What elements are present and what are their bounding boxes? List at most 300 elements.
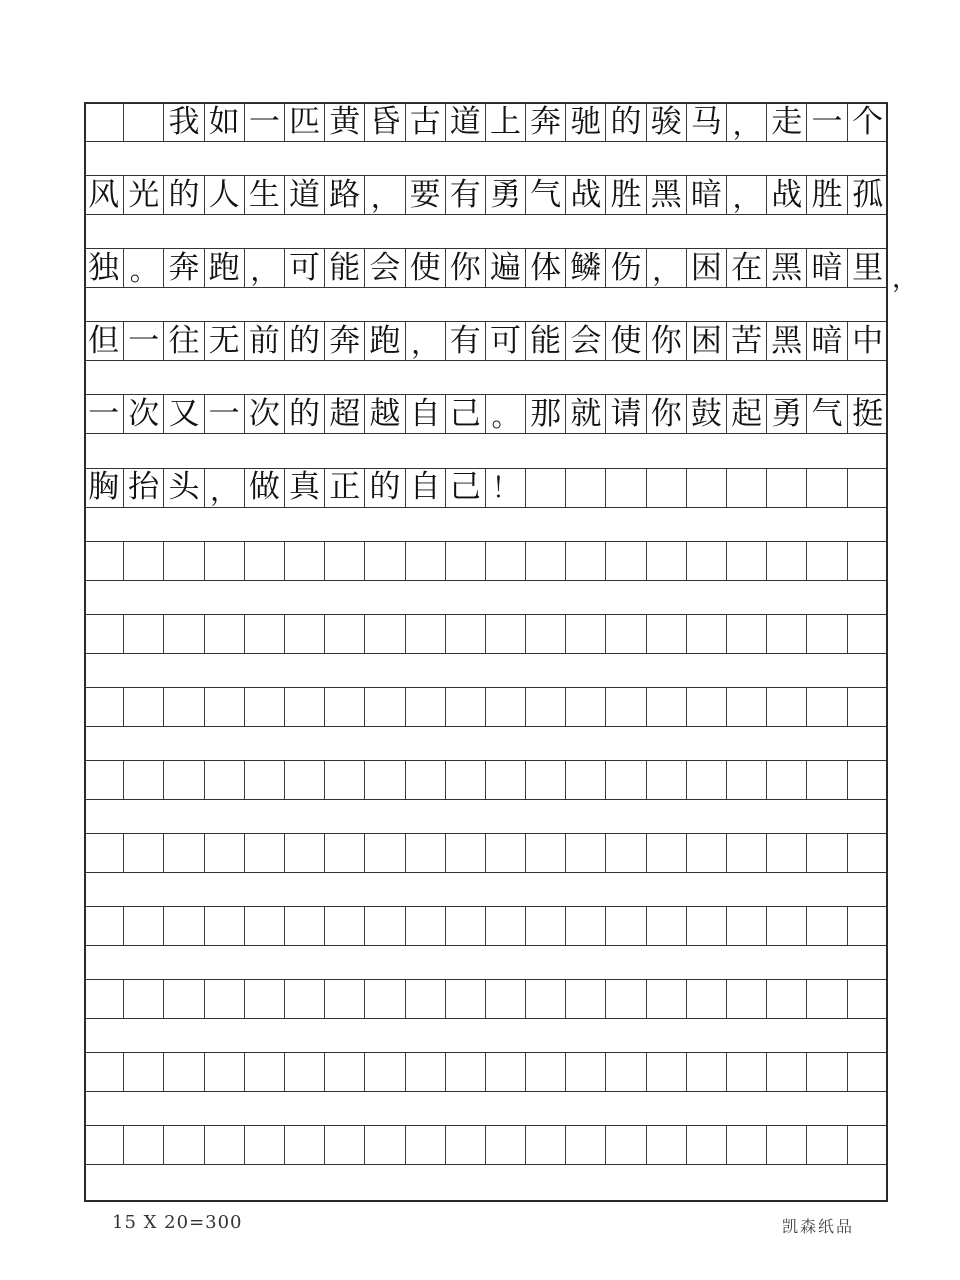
grid-cell-empty bbox=[205, 615, 245, 653]
grid-cell-char: 我 bbox=[164, 103, 204, 141]
grid-cell-empty bbox=[285, 542, 325, 580]
grid-cell-empty bbox=[767, 980, 807, 1018]
grid-cell-empty bbox=[807, 834, 847, 872]
grid-cell-empty bbox=[606, 615, 646, 653]
grid-cell-empty bbox=[566, 834, 606, 872]
grid-cell-char: 起 bbox=[727, 395, 767, 433]
grid-cell-char: 遍 bbox=[486, 249, 526, 287]
grid-cell-char: 苦 bbox=[727, 322, 767, 360]
grid-cell-empty bbox=[446, 834, 486, 872]
grid-cell-empty bbox=[124, 688, 164, 726]
grid-cell-empty bbox=[446, 980, 486, 1018]
grid-cell-empty bbox=[606, 980, 646, 1018]
grid-cell-char: ， bbox=[647, 249, 687, 287]
grid-cell-empty bbox=[767, 542, 807, 580]
grid-cell-char: ， bbox=[727, 176, 767, 214]
grid-cell-char: ， bbox=[205, 469, 245, 507]
grid-cell-char: 超 bbox=[325, 395, 365, 433]
grid-cell-empty bbox=[365, 761, 405, 799]
grid-cell-empty bbox=[727, 907, 767, 945]
grid-cell-empty bbox=[486, 688, 526, 726]
grid-cell-empty bbox=[325, 761, 365, 799]
grid-cell-empty bbox=[606, 688, 646, 726]
grid-cell-empty bbox=[446, 615, 486, 653]
grid-cell-empty bbox=[767, 469, 807, 507]
grid-cell-empty bbox=[767, 688, 807, 726]
grid-cell-empty bbox=[285, 980, 325, 1018]
grid-cell-char: 可 bbox=[486, 322, 526, 360]
grid-cell-empty bbox=[84, 980, 124, 1018]
grid-cell-char: 一 bbox=[205, 395, 245, 433]
grid-cell-empty bbox=[406, 980, 446, 1018]
grid-cell-char: 胸 bbox=[84, 469, 124, 507]
grid-cell-char: 要 bbox=[406, 176, 446, 214]
grid-cell-empty bbox=[365, 615, 405, 653]
grid-cell-empty bbox=[446, 1126, 486, 1164]
grid-cell-empty bbox=[647, 907, 687, 945]
grid-cell-char: 抬 bbox=[124, 469, 164, 507]
grid-cell-empty bbox=[807, 980, 847, 1018]
grid-cell-empty bbox=[848, 761, 888, 799]
grid-cell-empty bbox=[406, 688, 446, 726]
grid-cell-empty bbox=[566, 1126, 606, 1164]
grid-cell-empty bbox=[767, 907, 807, 945]
grid-cell-char: 道 bbox=[446, 103, 486, 141]
grid-cell-empty bbox=[526, 542, 566, 580]
grid-cell-char: 孤 bbox=[852, 176, 884, 213]
grid-cell-empty bbox=[566, 688, 606, 726]
grid-cell-char: 奔 bbox=[325, 322, 365, 360]
grid-cell-char: 勇 bbox=[767, 395, 807, 433]
grid-cell-empty bbox=[767, 1053, 807, 1091]
grid-cell-empty bbox=[526, 1126, 566, 1164]
grid-cell-char: 往 bbox=[164, 322, 204, 360]
grid-cell-empty bbox=[526, 1053, 566, 1091]
grid-cell-char: ， bbox=[406, 322, 446, 360]
grid-cell-empty bbox=[807, 1053, 847, 1091]
grid-cell-char: 次 bbox=[124, 395, 164, 433]
grid-cell-empty bbox=[486, 1053, 526, 1091]
grid-cell-char: 一 bbox=[84, 395, 124, 433]
grid-cell-char: 风 bbox=[84, 176, 124, 214]
grid-cell-empty bbox=[406, 761, 446, 799]
grid-row-1 bbox=[84, 102, 888, 142]
grid-cell-char: 次 bbox=[245, 395, 285, 433]
grid-cell-empty bbox=[727, 834, 767, 872]
grid-cell-empty bbox=[848, 980, 888, 1018]
grid-cell-empty bbox=[406, 834, 446, 872]
grid-cell-empty bbox=[285, 688, 325, 726]
grid-cell-char: 个 bbox=[852, 103, 884, 140]
grid-cell-empty bbox=[285, 907, 325, 945]
grid-cell-char: 古 bbox=[406, 103, 446, 141]
grid-cell-empty bbox=[807, 469, 847, 507]
grid-cell-empty bbox=[647, 1126, 687, 1164]
grid-cell-empty bbox=[526, 761, 566, 799]
grid-cell-empty bbox=[245, 1126, 285, 1164]
grid-cell-empty bbox=[767, 1126, 807, 1164]
grid-cell-char: 一 bbox=[807, 103, 847, 141]
grid-cell-char: 马 bbox=[687, 103, 727, 141]
grid-cell-char: 的 bbox=[365, 469, 405, 507]
grid-cell-char: 暗 bbox=[807, 322, 847, 360]
grid-row-10 bbox=[84, 760, 888, 800]
grid-cell-char: 你 bbox=[446, 249, 486, 287]
grid-cell-char: 头 bbox=[164, 469, 204, 507]
grid-cell-empty bbox=[606, 761, 646, 799]
grid-cell-empty bbox=[687, 980, 727, 1018]
grid-cell-empty bbox=[848, 469, 888, 507]
grid-row-14 bbox=[84, 1052, 888, 1092]
grid-cell-empty bbox=[406, 1126, 446, 1164]
grid-cell-empty bbox=[807, 542, 847, 580]
grid-cell-empty bbox=[687, 907, 727, 945]
grid-row-3 bbox=[84, 248, 888, 288]
grid-row-9 bbox=[84, 687, 888, 727]
grid-cell-empty bbox=[486, 980, 526, 1018]
grid-cell-empty bbox=[164, 542, 204, 580]
grid-row-12 bbox=[84, 906, 888, 946]
grid-cell-char: 你 bbox=[647, 395, 687, 433]
grid-cell-empty bbox=[486, 1126, 526, 1164]
grid-cell-char: 一 bbox=[124, 322, 164, 360]
grid-cell-empty bbox=[647, 980, 687, 1018]
grid-cell-empty bbox=[566, 469, 606, 507]
grid-cell-empty bbox=[406, 907, 446, 945]
grid-cell-char: 那 bbox=[526, 395, 566, 433]
grid-cell-empty bbox=[365, 907, 405, 945]
grid-cell-char: ， bbox=[727, 103, 767, 141]
grid-cell-empty bbox=[285, 1053, 325, 1091]
grid-cell-char: 奔 bbox=[526, 103, 566, 141]
grid-cell-empty bbox=[365, 542, 405, 580]
grid-cell-empty bbox=[727, 542, 767, 580]
grid-cell-char: 无 bbox=[205, 322, 245, 360]
grid-cell-char: 中 bbox=[852, 322, 884, 359]
grid-cell-char: 使 bbox=[606, 322, 646, 360]
grid-row-6 bbox=[84, 468, 888, 508]
grid-cell-empty bbox=[124, 1053, 164, 1091]
grid-cell-char: 在 bbox=[727, 249, 767, 287]
grid-cell-empty bbox=[205, 761, 245, 799]
grid-row-7 bbox=[84, 541, 888, 581]
grid-cell-char: 困 bbox=[687, 322, 727, 360]
grid-cell-empty bbox=[647, 469, 687, 507]
grid-cell-char: 困 bbox=[687, 249, 727, 287]
grid-cell-char: 能 bbox=[325, 249, 365, 287]
grid-cell-empty bbox=[205, 907, 245, 945]
grid-cell-char: 黑 bbox=[647, 176, 687, 214]
grid-cell-empty bbox=[727, 1053, 767, 1091]
grid-cell-empty bbox=[767, 761, 807, 799]
grid-cell-char: 气 bbox=[807, 395, 847, 433]
grid-cell-char: 匹 bbox=[285, 103, 325, 141]
grid-cell-char: 己 bbox=[446, 469, 486, 507]
grid-cell-empty bbox=[124, 980, 164, 1018]
grid-cell-char: 前 bbox=[245, 322, 285, 360]
overflow-comma-row-3: ， bbox=[892, 264, 919, 294]
grid-cell-empty bbox=[606, 469, 646, 507]
grid-cell-empty bbox=[807, 761, 847, 799]
grid-cell-char: 跑 bbox=[205, 249, 245, 287]
grid-cell-char: 生 bbox=[245, 176, 285, 214]
grid-cell-empty bbox=[205, 980, 245, 1018]
grid-cell-empty bbox=[124, 761, 164, 799]
grid-cell-char: 。 bbox=[124, 249, 164, 287]
grid-cell-empty bbox=[285, 615, 325, 653]
grid-cell-empty bbox=[486, 907, 526, 945]
grid-cell-empty bbox=[446, 907, 486, 945]
grid-cell-char: 光 bbox=[124, 176, 164, 214]
grid-cell-empty bbox=[486, 834, 526, 872]
grid-cell-empty bbox=[687, 469, 727, 507]
grid-cell-char: 战 bbox=[566, 176, 606, 214]
grid-cell-empty bbox=[245, 688, 285, 726]
grid-cell-char: 的 bbox=[285, 395, 325, 433]
grid-cell-char: 黑 bbox=[767, 249, 807, 287]
grid-cell-empty bbox=[606, 1126, 646, 1164]
grid-cell-char: 会 bbox=[365, 249, 405, 287]
grid-cell-empty bbox=[84, 542, 124, 580]
grid-cell-char: 的 bbox=[285, 322, 325, 360]
grid-cell-empty bbox=[566, 980, 606, 1018]
grid-cell-char: 挺 bbox=[852, 395, 884, 432]
grid-cell-char: 驰 bbox=[566, 103, 606, 141]
grid-cell-empty bbox=[727, 980, 767, 1018]
grid-cell-empty bbox=[124, 542, 164, 580]
grid-cell-char: 伤 bbox=[606, 249, 646, 287]
grid-cell-empty bbox=[325, 1053, 365, 1091]
grid-cell-char: 奔 bbox=[164, 249, 204, 287]
grid-cell-char: 能 bbox=[526, 322, 566, 360]
grid-cell-empty bbox=[325, 688, 365, 726]
grid-cell-char: 昏 bbox=[365, 103, 405, 141]
grid-cell-char: 你 bbox=[647, 322, 687, 360]
grid-cell-empty bbox=[526, 907, 566, 945]
grid-cell-empty bbox=[526, 615, 566, 653]
grid-cell-empty bbox=[164, 834, 204, 872]
grid-cell-empty bbox=[164, 1053, 204, 1091]
grid-cell-empty bbox=[84, 688, 124, 726]
grid-cell-empty bbox=[245, 834, 285, 872]
grid-cell-char: 战 bbox=[767, 176, 807, 214]
grid-cell-char: 人 bbox=[205, 176, 245, 214]
grid-cell-empty bbox=[687, 615, 727, 653]
grid-cell-empty bbox=[285, 761, 325, 799]
grid-cell-empty bbox=[727, 615, 767, 653]
grid-cell-char: 可 bbox=[285, 249, 325, 287]
grid-cell-char: 请 bbox=[606, 395, 646, 433]
grid-cell-char: 真 bbox=[285, 469, 325, 507]
grid-cell-char: 黑 bbox=[767, 322, 807, 360]
grid-cell-empty bbox=[848, 834, 888, 872]
grid-cell-char: 走 bbox=[767, 103, 807, 141]
grid-cell-empty bbox=[526, 834, 566, 872]
grid-cell-empty bbox=[727, 761, 767, 799]
grid-cell-char: 骏 bbox=[647, 103, 687, 141]
grid-cell-empty bbox=[647, 1053, 687, 1091]
grid-cell-char: 的 bbox=[606, 103, 646, 141]
grid-cell-char: 跑 bbox=[365, 322, 405, 360]
grid-cell-empty bbox=[446, 542, 486, 580]
grid-cell-empty bbox=[687, 542, 727, 580]
grid-cell-empty bbox=[566, 761, 606, 799]
grid-cell-char: 胜 bbox=[606, 176, 646, 214]
grid-cell-empty bbox=[205, 834, 245, 872]
grid-cell-char: 但 bbox=[84, 322, 124, 360]
grid-cell-empty bbox=[124, 834, 164, 872]
grid-cell-empty bbox=[807, 688, 847, 726]
grid-cell-char: ！ bbox=[486, 469, 526, 507]
grid-cell-empty bbox=[486, 761, 526, 799]
grid-cell-char: 有 bbox=[446, 176, 486, 214]
grid-cell-empty bbox=[406, 1053, 446, 1091]
grid-cell-char: 气 bbox=[526, 176, 566, 214]
grid-row-8 bbox=[84, 614, 888, 654]
grid-cell-empty bbox=[325, 1126, 365, 1164]
grid-cell-empty bbox=[606, 834, 646, 872]
grid-cell-empty bbox=[245, 907, 285, 945]
grid-cell-empty bbox=[325, 834, 365, 872]
grid-cell-empty bbox=[446, 1053, 486, 1091]
grid-cell-empty bbox=[84, 761, 124, 799]
grid-cell-char: 会 bbox=[566, 322, 606, 360]
grid-cell-char: 使 bbox=[406, 249, 446, 287]
grid-cell-empty bbox=[245, 1053, 285, 1091]
grid-cell-empty bbox=[687, 1053, 727, 1091]
grid-cell-empty bbox=[727, 688, 767, 726]
grid-cell-empty bbox=[807, 1126, 847, 1164]
grid-cell-empty bbox=[647, 542, 687, 580]
grid-cell-empty bbox=[446, 688, 486, 726]
grid-cell-char: 如 bbox=[205, 103, 245, 141]
grid-cell-char: 的 bbox=[164, 176, 204, 214]
grid-cell-char: 路 bbox=[325, 176, 365, 214]
grid-cell-empty bbox=[325, 907, 365, 945]
grid-cell-empty bbox=[205, 688, 245, 726]
grid-cell-empty bbox=[486, 615, 526, 653]
grid-cell-empty bbox=[84, 615, 124, 653]
grid-cell-char: 上 bbox=[486, 103, 526, 141]
grid-cell-empty bbox=[365, 688, 405, 726]
grid-cell-empty bbox=[566, 907, 606, 945]
grid-cell-char: 道 bbox=[285, 176, 325, 214]
grid-cell-char: 胜 bbox=[807, 176, 847, 214]
grid-spec-label: 15 X 20=300 bbox=[112, 1212, 243, 1233]
grid-cell-empty bbox=[124, 615, 164, 653]
grid-cell-empty bbox=[767, 615, 807, 653]
grid-cell-empty bbox=[606, 1053, 646, 1091]
grid-cell-empty bbox=[727, 469, 767, 507]
grid-cell-empty bbox=[365, 1053, 405, 1091]
grid-cell-empty bbox=[606, 542, 646, 580]
grid-cell-char: 一 bbox=[245, 103, 285, 141]
grid-cell-empty bbox=[124, 907, 164, 945]
grid-cell-empty bbox=[807, 907, 847, 945]
grid-cell-empty bbox=[245, 980, 285, 1018]
grid-cell-empty bbox=[164, 761, 204, 799]
brand-label: 凯森纸品 bbox=[782, 1217, 855, 1236]
grid-cell-empty bbox=[124, 1126, 164, 1164]
grid-cell-empty bbox=[687, 688, 727, 726]
grid-cell-empty bbox=[848, 542, 888, 580]
grid-cell-empty bbox=[848, 1053, 888, 1091]
grid-cell-char: 又 bbox=[164, 395, 204, 433]
grid-cell-empty bbox=[325, 542, 365, 580]
grid-cell-empty bbox=[285, 834, 325, 872]
grid-cell-empty bbox=[848, 907, 888, 945]
grid-cell-empty bbox=[205, 1126, 245, 1164]
grid-cell-empty bbox=[84, 1053, 124, 1091]
grid-cell-empty bbox=[406, 615, 446, 653]
grid-cell-empty bbox=[205, 542, 245, 580]
grid-cell-empty bbox=[365, 980, 405, 1018]
grid-cell-empty bbox=[526, 688, 566, 726]
grid-cell-char: 黄 bbox=[325, 103, 365, 141]
grid-row-13 bbox=[84, 979, 888, 1019]
grid-cell-char: 鼓 bbox=[687, 395, 727, 433]
grid-cell-empty bbox=[124, 103, 164, 141]
grid-cell-char: 就 bbox=[566, 395, 606, 433]
grid-cell-empty bbox=[687, 834, 727, 872]
grid-cell-char: 暗 bbox=[687, 176, 727, 214]
grid-cell-empty bbox=[807, 615, 847, 653]
grid-cell-empty bbox=[245, 542, 285, 580]
grid-cell-empty bbox=[285, 1126, 325, 1164]
grid-cell-empty bbox=[848, 1126, 888, 1164]
grid-cell-char: 勇 bbox=[486, 176, 526, 214]
grid-cell-empty bbox=[687, 1126, 727, 1164]
grid-cell-empty bbox=[365, 1126, 405, 1164]
grid-cell-empty bbox=[325, 615, 365, 653]
grid-cell-empty bbox=[767, 834, 807, 872]
grid-cell-empty bbox=[164, 1126, 204, 1164]
grid-cell-char: 。 bbox=[486, 395, 526, 433]
grid-row-5 bbox=[84, 394, 888, 434]
grid-cell-empty bbox=[647, 615, 687, 653]
grid-cell-char: 自 bbox=[406, 469, 446, 507]
grid-cell-empty bbox=[84, 834, 124, 872]
composition-grid-sheet bbox=[84, 102, 888, 1202]
grid-cell-empty bbox=[647, 761, 687, 799]
grid-row-15 bbox=[84, 1125, 888, 1165]
grid-cell-char: 鳞 bbox=[566, 249, 606, 287]
grid-cell-empty bbox=[526, 469, 566, 507]
grid-cell-empty bbox=[647, 688, 687, 726]
grid-cell-char: 正 bbox=[325, 469, 365, 507]
grid-cell-empty bbox=[164, 980, 204, 1018]
grid-cell-empty bbox=[566, 615, 606, 653]
grid-cell-empty bbox=[164, 907, 204, 945]
grid-cell-empty bbox=[446, 761, 486, 799]
grid-cell-empty bbox=[406, 542, 446, 580]
grid-cell-empty bbox=[848, 615, 888, 653]
grid-cell-char: 自 bbox=[406, 395, 446, 433]
grid-cell-char: ， bbox=[365, 176, 405, 214]
grid-cell-empty bbox=[687, 761, 727, 799]
grid-row-2 bbox=[84, 175, 888, 215]
grid-cell-char: 里 bbox=[852, 249, 884, 286]
grid-cell-empty bbox=[325, 980, 365, 1018]
grid-cell-empty bbox=[566, 542, 606, 580]
grid-cell-char: 做 bbox=[245, 469, 285, 507]
grid-cell-empty bbox=[848, 688, 888, 726]
grid-cell-char: 体 bbox=[526, 249, 566, 287]
grid-cell-empty bbox=[245, 761, 285, 799]
grid-cell-empty bbox=[486, 542, 526, 580]
grid-row-11 bbox=[84, 833, 888, 873]
grid-cell-char: 独 bbox=[84, 249, 124, 287]
